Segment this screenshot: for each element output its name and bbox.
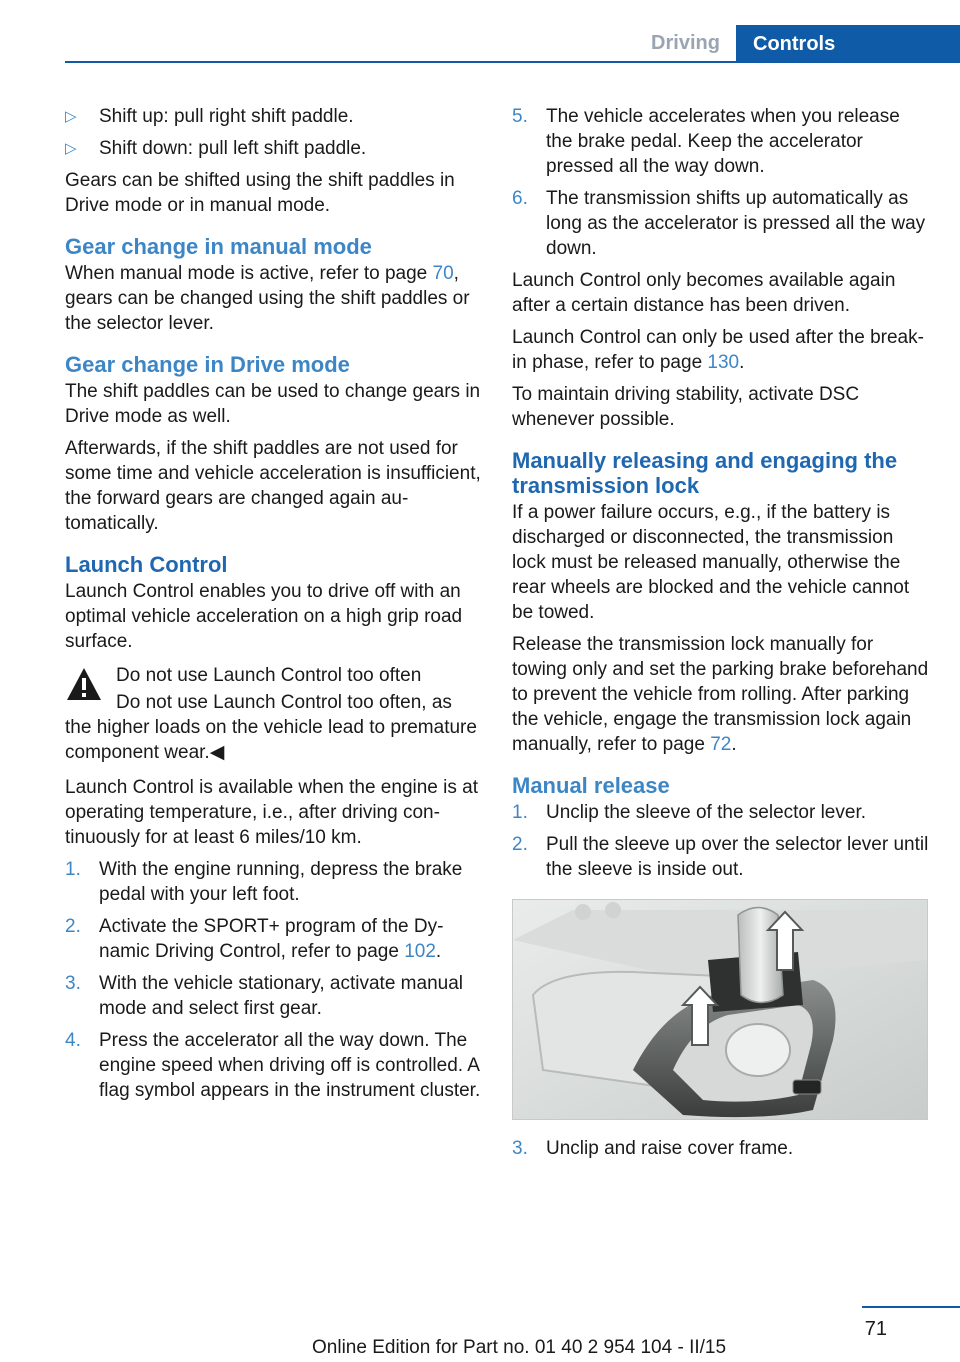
list-item: 2. Pull the sleeve up over the selector lever until the sleeve is inside out. <box>512 834 929 880</box>
list-item: 3. Unclip and raise cover frame. <box>512 1138 794 1159</box>
paragraph-manual-mode: When manual mode is active, refer to page 70, gears can be changed using the shift paddles or the selector lever. <box>65 263 470 334</box>
paragraph-dsc: To maintain driving stability, activate DSC whenever possible. <box>512 384 860 430</box>
paragraph-lock-1: If a power failure occurs, e.g., if the battery is discharged or disconnected, the transmission lock must be released manually, otherwise the rear wheels are blocked and the vehicle cannot be towed. <box>512 502 910 623</box>
heading-drive-mode: Gear change in Drive mode <box>65 352 350 377</box>
list-item: 4. Press the accelerator all the way down. The engine speed when driving off is controlled. A flag symbol appears in the instrument cluster. <box>65 1030 481 1101</box>
footer-edition: Online Edition for Part no. 01 40 2 954 104 - II/15 <box>312 1337 727 1358</box>
paragraph-drive-1: The shift paddles can be used to change gears in Drive mode as well. <box>65 381 481 427</box>
heading-transmission-lock: Manually releasing and engaging the transmission lock <box>512 448 898 498</box>
list-item: 5. The vehicle accelerates when you release the brake pedal. Keep the accelerator pressed all the way down. <box>512 106 900 177</box>
bullet-item: ▷ Shift down: pull left shift paddle. <box>65 138 367 159</box>
page-link-70[interactable]: 70 <box>432 263 454 284</box>
page-link-72[interactable]: 72 <box>710 734 732 755</box>
paragraph-lock-2: Release the transmission lock manually for towing only and set the parking brake beforehand to prevent the vehicle from rolling. After parking the vehicle, engage the transmission lock again manually, refer to page 72. <box>512 634 929 755</box>
list-item: 2. Activate the SPORT+ program of the Dynamic Driving Control, refer to page 102. <box>65 916 444 962</box>
list-item: 1. With the engine running, depress the brake pedal with your left foot. <box>65 859 463 905</box>
page-link-130[interactable]: 130 <box>707 352 740 373</box>
page-link-102[interactable]: 102 <box>404 941 436 962</box>
list-item: 3. With the vehicle stationary, activate manual mode and select first gear. <box>65 973 463 1019</box>
page-number: 71 <box>864 1318 887 1340</box>
triangle-right-icon: ▷ <box>65 108 77 125</box>
triangle-right-icon: ▷ <box>65 140 77 157</box>
heading-launch-control: Launch Control <box>65 552 228 577</box>
section-tab-driving: Driving <box>651 31 720 54</box>
right-column <box>512 104 930 1168</box>
selector-lever-illustration <box>513 900 928 1120</box>
warning-body: Do not use Launch Control too often, as the higher loads on the vehicle lead to premature component wear.◀ <box>65 692 477 763</box>
chapter-tab-controls: Controls <box>736 25 960 63</box>
heading-manual-release: Manual release <box>512 773 670 798</box>
paragraph-paddles: Gears can be shifted using the shift paddles in Drive mode or in manual mode. <box>65 170 455 216</box>
list-item: 6. The transmission shifts up automatically as long as the accelerator is pressed all the way down. <box>512 188 926 259</box>
left-column <box>65 104 481 1110</box>
warning-triangle-icon <box>65 666 103 702</box>
paragraph-break-in: Launch Control can only be used after the break-in phase, refer to page 130. <box>512 327 924 373</box>
heading-manual-mode: Gear change in manual mode <box>65 234 372 259</box>
list-item: 1. Unclip the sleeve of the selector lever. <box>512 802 867 823</box>
page-header <box>0 25 960 63</box>
paragraph-launch-1: Launch Control enables you to drive off with an optimal vehicle acceleration on a high grip road surface. <box>65 581 463 652</box>
warning-title: Do not use Launch Control too often <box>116 665 422 686</box>
paragraph-launch-2: Launch Control is available when the engine is at operating temperature, i.e., after driving continuously for at least 6 miles/10 km. <box>65 777 478 848</box>
paragraph-drive-2: Afterwards, if the shift paddles are not used for some time and vehicle acceleration is insufficient, the forward gears are changed again automatically. <box>65 438 481 534</box>
header-rule <box>65 61 960 63</box>
paragraph-availability: Launch Control only becomes available again after a certain distance has been driven. <box>512 270 896 316</box>
footer-rule <box>862 1306 960 1308</box>
selector-lever-photo <box>512 899 928 1120</box>
warning-box <box>65 663 481 765</box>
bullet-item: ▷ Shift up: pull right shift paddle. <box>65 106 354 127</box>
